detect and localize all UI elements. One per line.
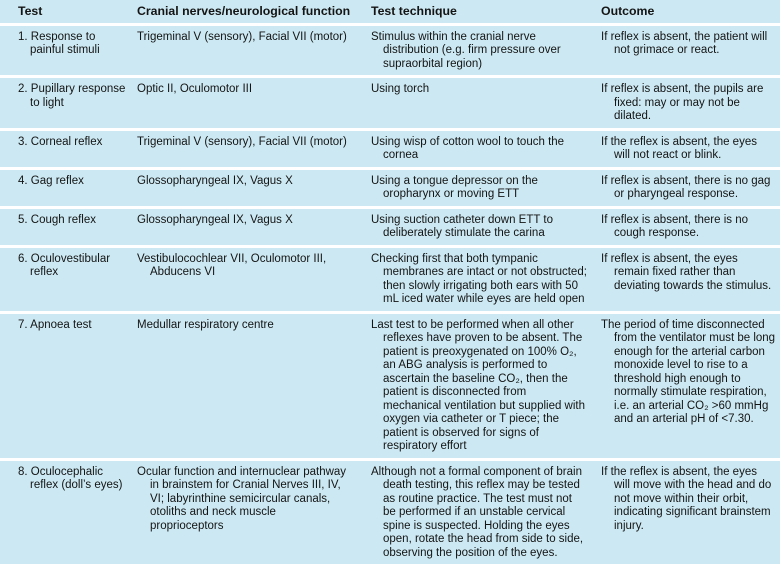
column-header-test-technique: Test technique	[365, 0, 595, 26]
cell-test-technique: Using wisp of cotton wool to touch the cornea	[365, 131, 595, 170]
cell-outcome: If the reflex is absent, the eyes will move with the head and do not move within their orbit, indicating significant brainstem injury.	[595, 461, 780, 565]
cell-cranial-nerves: Optic II, Oculomotor III	[131, 78, 365, 131]
cell-cranial-nerves: Trigeminal V (sensory), Facial VII (motor)	[131, 131, 365, 170]
table-row	[0, 314, 780, 461]
cell-cranial-nerves: Vestibulocochlear VII, Oculomotor III, Abducens VI	[131, 248, 365, 314]
table-header	[0, 0, 780, 26]
cell-test-technique: Last test to be performed when all other reflexes have proven to be absent. The patient is preoxygenated on 100% O₂, an ABG analysis is performed to ascertain the baseline CO₂, then the patient is disconnected from mechanical ventilation but supplied with oxygen via catheter or T piece; the patient is observed for signs of respiratory effort	[365, 314, 595, 461]
cell-test-technique: Stimulus within the cranial nerve distribution (e.g. firm pressure over supraorbital region)	[365, 26, 595, 79]
cell-test: 3. Corneal reflex	[0, 131, 131, 170]
column-header-outcome: Outcome	[595, 0, 780, 26]
cell-test: 4. Gag reflex	[0, 170, 131, 209]
cell-test-technique: Although not a formal component of brain death testing, this reflex may be tested as routine practice. The test must not be performed if an unstable cervical spine is suspected. Holding the eyes open, rotate the head from side to side, observing the position of the eyes.	[365, 461, 595, 565]
cell-test: 6. Oculovestibular reflex	[0, 248, 131, 314]
cell-test: 2. Pupillary response to light	[0, 78, 131, 131]
table-row	[0, 78, 780, 131]
cell-test: 8. Oculocephalic reflex (doll’s eyes)	[0, 461, 131, 565]
cell-test: 5. Cough reflex	[0, 209, 131, 248]
cell-cranial-nerves: Glossopharyngeal IX, Vagus X	[131, 209, 365, 248]
cell-outcome: The period of time disconnected from the ventilator must be long enough for the arterial carbon monoxide level to rise to a threshold high enough to normally stimulate respiration, i.e. an arterial CO₂ >60 mmHg and an arterial pH of <7.30.	[595, 314, 780, 461]
cell-test-technique: Using suction catheter down ETT to deliberately stimulate the carina	[365, 209, 595, 248]
table-row	[0, 26, 780, 79]
cell-outcome: If reflex is absent, the pupils are fixed: may or may not be dilated.	[595, 78, 780, 131]
column-header-test: Test	[0, 0, 131, 26]
cell-test-technique: Checking first that both tympanic membranes are intact or not obstructed; then slowly irrigating both ears with 50 mL iced water while eyes are held open	[365, 248, 595, 314]
cell-cranial-nerves: Glossopharyngeal IX, Vagus X	[131, 170, 365, 209]
cell-test-technique: Using torch	[365, 78, 595, 131]
table-row	[0, 170, 780, 209]
cell-cranial-nerves: Medullar respiratory centre	[131, 314, 365, 461]
table-row	[0, 461, 780, 565]
table-row	[0, 209, 780, 248]
cell-cranial-nerves: Trigeminal V (sensory), Facial VII (motor)	[131, 26, 365, 79]
column-header-cranial-nerves: Cranial nerves/neurological function	[131, 0, 365, 26]
cell-test-technique: Using a tongue depressor on the oropharynx or moving ETT	[365, 170, 595, 209]
cell-cranial-nerves: Ocular function and internuclear pathway in brainstem for Cranial Nerves III, IV, VI; labyrinthine semicircular canals, otoliths and neck muscle proprioceptors	[131, 461, 365, 565]
cell-outcome: If reflex is absent, there is no cough response.	[595, 209, 780, 248]
table-row	[0, 248, 780, 314]
cell-outcome: If reflex is absent, the patient will not grimace or react.	[595, 26, 780, 79]
cell-outcome: If the reflex is absent, the eyes will not react or blink.	[595, 131, 780, 170]
table-row	[0, 131, 780, 170]
cell-outcome: If reflex is absent, there is no gag or pharyngeal response.	[595, 170, 780, 209]
table-body	[0, 26, 780, 565]
header-row	[0, 0, 780, 26]
cell-test: 1. Response to painful stimuli	[0, 26, 131, 79]
cell-test: 7. Apnoea test	[0, 314, 131, 461]
cell-outcome: If reflex is absent, the eyes remain fixed rather than deviating towards the stimulus.	[595, 248, 780, 314]
